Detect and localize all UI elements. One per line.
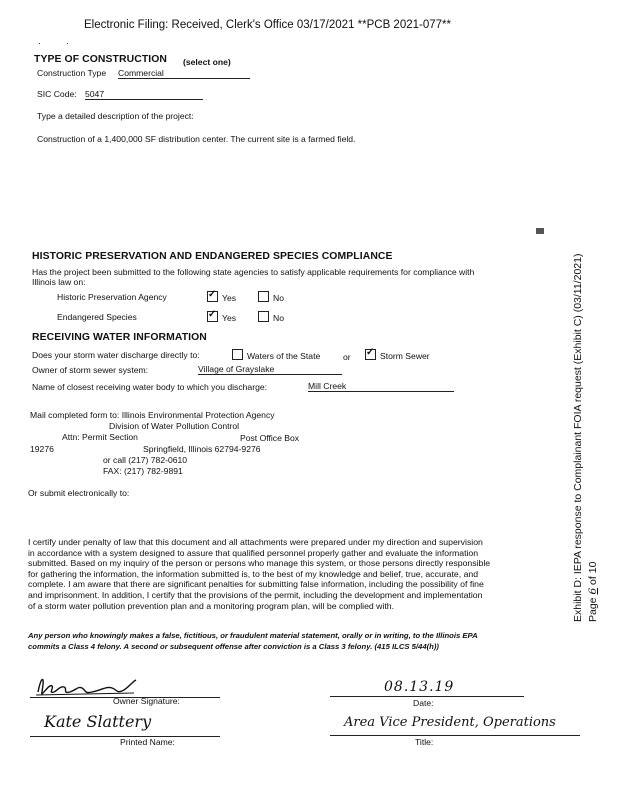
checkbox-checked-icon (207, 311, 218, 322)
owner-signature-label: Owner Signature: (113, 696, 180, 706)
scan-mark-icon (536, 228, 544, 234)
endangered-species-yes[interactable]: ✓ Yes (207, 311, 236, 323)
sic-field[interactable]: 5047 (85, 89, 203, 100)
mail-line-1: Mail completed form to: Illinois Environmental Protection Agency (30, 410, 275, 420)
endangered-species-label: Endangered Species (57, 312, 137, 322)
scan-mark: · · (38, 38, 69, 48)
electronic-submit: Or submit electronically to: (28, 488, 130, 498)
mail-line-4b: Springfield, Illinois 62794-9276 (143, 444, 261, 454)
construction-type-label: Construction Type (37, 68, 107, 78)
date-value[interactable]: 08.13.19 (384, 679, 455, 695)
storm-sewer-option[interactable]: ✓ Storm Sewer (365, 349, 430, 361)
date-line (330, 696, 524, 697)
printed-name-label: Printed Name: (120, 737, 175, 747)
water-heading: RECEIVING WATER INFORMATION (32, 332, 207, 343)
mail-line-3a: Attn: Permit Section (62, 432, 138, 442)
mail-line-2: Division of Water Pollution Control (109, 421, 240, 431)
historic-heading: HISTORIC PRESERVATION AND ENDANGERED SPECIES COMPLIANCE (32, 251, 393, 262)
mail-fax: FAX: (217) 782-9891 (103, 466, 183, 476)
description-field[interactable]: Construction of a 1,400,000 SF distribution center. The current site is a farmed field. (37, 134, 356, 144)
title-line (330, 735, 580, 736)
title-value[interactable]: Area Vice President, Operations (344, 715, 556, 730)
description-label: Type a detailed description of the project: (37, 111, 194, 121)
printed-name-value[interactable]: Kate Slattery (44, 712, 152, 731)
waters-of-state-option[interactable]: Waters of the State (232, 349, 320, 361)
sic-label: SIC Code: (37, 89, 77, 99)
date-label: Date: (413, 698, 434, 708)
certification-text: I certify under penalty of law that this document and all attachments were prepared under my direction and supervision in accordance with a system designed to assure that qualified personnel properly gather and evaluate the information submitted. Based on my inquiry of the person or persons who manage this system, or those persons directly responsible for gathering the information, the information submitted is, to the best of my knowledge and belief, true, accurate, and complete. I am aware that there are significant penalties for submitting false information, including the possibility of fine and imprisonment. In addition, I certify that the provisions of the permit, including the development and implementation of a storm water pollution prevention plan and a monitoring program plan, will be complied with. (28, 537, 491, 611)
exhibit-note: Exhibit D: IEPA response to Complainant FOIA request (Exhibit C) (03/11/2021) (572, 253, 584, 622)
construction-heading: TYPE OF CONSTRUCTION (34, 54, 168, 65)
owner-label: Owner of storm sewer system: (32, 365, 149, 375)
warning-line-2: commits a Class 4 felony. A second or subsequent offense after conviction is a Class 3 felony. (415 ILCS 5/44(h)) (28, 642, 439, 651)
discharge-question: Does your storm water discharge directly to: (32, 350, 200, 360)
mail-line-3b: Post Office Box (240, 433, 300, 443)
construction-type-field[interactable]: Commercial (118, 68, 250, 79)
checkbox-icon (258, 311, 269, 322)
water-body-label: Name of closest receiving water body to which you discharge: (32, 382, 268, 392)
mail-phone: or call (217) 782-0610 (103, 455, 188, 465)
mail-line-4a: 19276 (30, 444, 54, 454)
warning-line-1: Any person who knowingly makes a false, fictitious, or fraudulent material statement, orally or in writing, to the Illinois EPA (28, 631, 478, 640)
historic-agency-yes[interactable]: ✓ Yes (207, 291, 236, 303)
historic-agency-no[interactable]: No (258, 291, 284, 303)
exhibit-page: Page 6 of 10 (587, 561, 599, 622)
historic-question: Has the project been submitted to the following state agencies to satisfy applicable requirements for compliance with (32, 267, 475, 277)
owner-field[interactable]: Village of Grayslake (198, 364, 342, 375)
checkbox-icon (232, 349, 243, 360)
checkbox-checked-icon (365, 349, 376, 360)
water-body-field[interactable]: Mill Creek (308, 381, 454, 392)
filing-stamp: Electronic Filing: Received, Clerk's Office 03/17/2021 **PCB 2021-077** (84, 19, 451, 31)
historic-question-cont: Illinois law on: (32, 277, 86, 287)
or-text: or (343, 352, 351, 362)
checkbox-checked-icon (207, 291, 218, 302)
title-label: Title: (415, 737, 434, 747)
checkbox-icon (258, 291, 269, 302)
select-note: (select one) (183, 57, 231, 67)
endangered-species-no[interactable]: No (258, 311, 284, 323)
page-number: 6 (587, 587, 599, 595)
historic-agency-label: Historic Preservation Agency (57, 292, 167, 302)
